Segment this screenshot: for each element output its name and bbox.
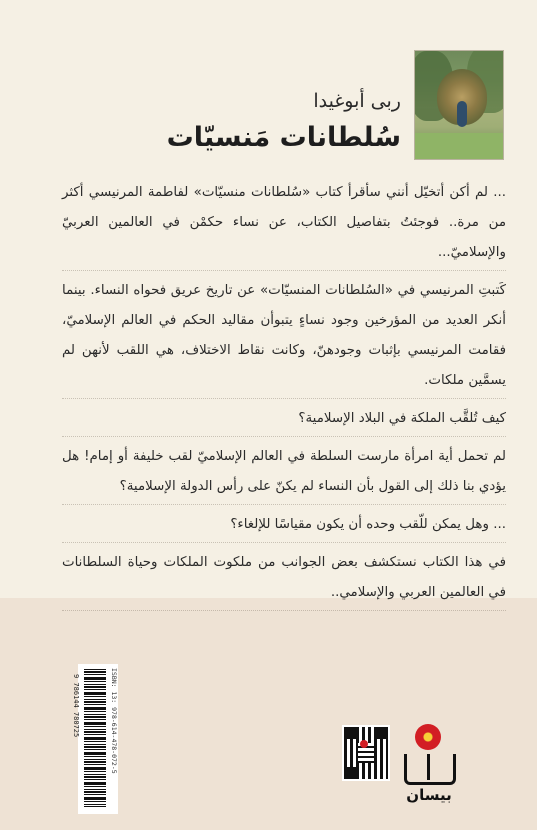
blurb-paragraph: ... لم أكن أتخيّل أنني سأقرأ كتاب «سُلطانات منسيّات» لفاطمة المرنيسي أكثر من مرة.. فوجئتُ بتفاصيل الكتاب، عن نساء حكمْن في العالمين العربيّ والإسلاميّ... xyxy=(62,178,506,271)
barcode-bars xyxy=(84,669,106,807)
blurb-paragraph: لم تحمل أية امرأة مارست السلطة في العالم الإسلاميّ لقب خليفة أو إمام! هل يؤدي بنا ذلك إلى القول بأن النساء لم يكنّ على رأس الدولة الإسلامية؟ xyxy=(62,442,506,505)
blurb-question: ... وهل يمكن للّقب وحده أن يكون مقياسًا للإلغاء؟ xyxy=(62,510,506,543)
peacock-photo xyxy=(414,50,504,160)
blurb-paragraph: في هذا الكتاب نستكشف بعض الجوانب من ملكوت الملكات وحياة السلطانات في العالمين العربي والإسلامي.. xyxy=(62,548,506,611)
publisher-name: بيسان xyxy=(406,786,452,804)
back-cover-blurb xyxy=(62,178,506,616)
lawn-shape xyxy=(415,133,503,159)
author-name: ربى أبوغيدا xyxy=(313,90,401,112)
book-title: سُلطانات مَنسيّات xyxy=(166,122,401,153)
blurb-question: كيف تُلقَّب الملكة في البلاد الإسلامية؟ xyxy=(62,404,506,437)
peacock-body xyxy=(457,101,467,127)
book-logo-icon xyxy=(404,754,456,785)
flower-logo-icon xyxy=(415,724,441,750)
isbn-label: ISBN: 13: 978-614-478-072-5 xyxy=(110,668,118,774)
isbn-number: 9 786144 780725 xyxy=(72,674,80,738)
qr-code-icon xyxy=(342,725,390,781)
qr-logo-badge xyxy=(360,740,368,748)
blurb-paragraph: كَتبتِ المرنيسي في «السُلطانات المنسيّات» عن تاريخ عريق فحواه النساء. بينما أنكر العديد من المؤرخين وجود نساءٍ يتبوأن مقاليد الحكم في العالم الإسلاميّ، فقامت المرنيسي بإثبات وجودهنّ، وكانت نقاط الاختلاف، هي اللقب لأنهن لم يسمَّين ملكات. xyxy=(62,276,506,399)
